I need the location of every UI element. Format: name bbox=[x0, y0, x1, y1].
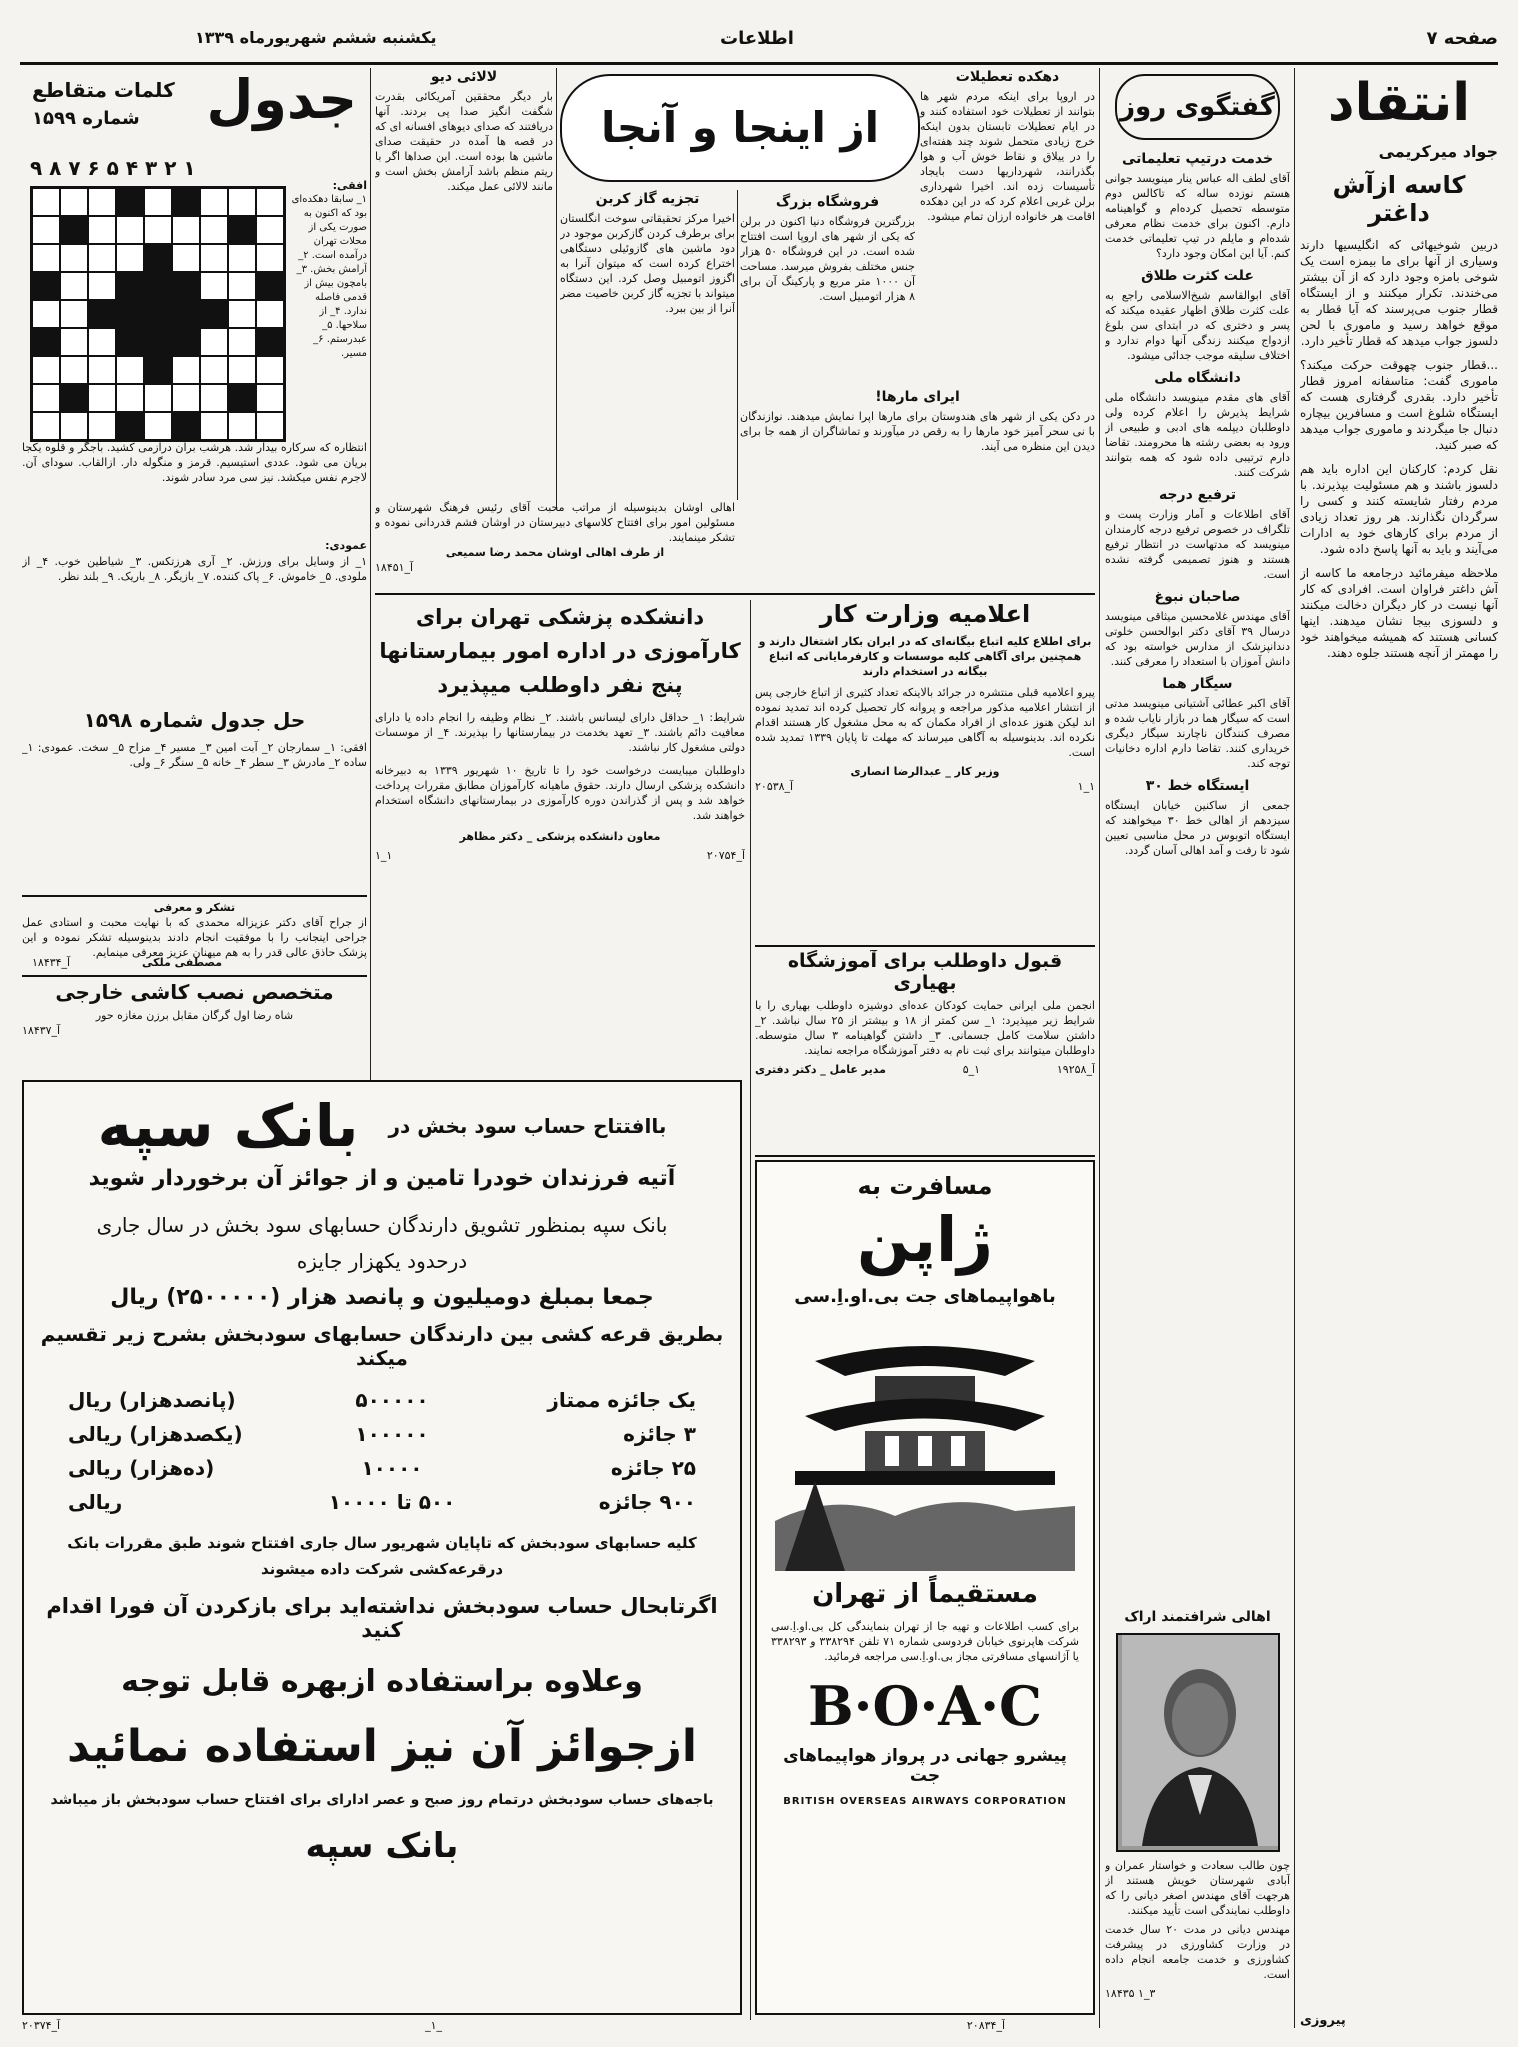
crossword-section bbox=[22, 68, 367, 888]
article-title: دهکده تعطیلات bbox=[955, 69, 1060, 85]
article-body: در اروپا برای اینکه مردم شهر ها بتوانند از تعطیلات خود استفاده کنند و در ایام تعطیلات تابستان بدون اینکه خرج زیادی متحمل شوند چند هفته‌ای را در ییلاق و نقاط خوش آب و هوا بگذرانند، شهرداریها دست بایجاد تأسیسات زده اند. اخیرا شهرداری برلن غربی اعلام کرد که در این دهکده اقامت هر خانواده ارزان تمام میشود. bbox=[920, 90, 1095, 223]
medical-ref2: ۱_۱ bbox=[375, 849, 393, 862]
bank-line-7: اگرتابحال حساب سودبخش نداشته‌اید برای بازکردن آن فورا اقدام کنید bbox=[46, 1594, 718, 1642]
crossword-title: جدول bbox=[206, 68, 357, 131]
author-name: جواد میرکریمی bbox=[1378, 142, 1498, 161]
prize-label: ۹۰۰ جائزه bbox=[598, 1490, 696, 1514]
specialist-title: متخصص نصب کاشی خارجی bbox=[55, 980, 334, 1004]
article-title: لالائی دیو bbox=[430, 69, 498, 85]
candidate-photo bbox=[1116, 1633, 1280, 1852]
candidate-note: مهندس دیانی در مدت ۲۰ سال خدمت در وزارت کشاورزی در پیشرفت کشاورزی و خدمت جامعه انجام داده است. bbox=[1105, 1923, 1290, 1981]
labor-rule bbox=[755, 945, 1095, 947]
prize-amount: ۱۰۰۰۰ bbox=[361, 1456, 423, 1480]
bank-line-5: بطریق قرعه کشی بین دارندگان حسابهای سودبخش بشرح زیر تقسیم میکند bbox=[40, 1322, 724, 1370]
criticism-body-3: نقل کردم: کارکنان این اداره باید هم دلسوز باشند و هم مسئولیت بپذیرند. با مردم رفتار شایسته کنند و کسی را سرگردان نگذارند. هر روز تعداد زیادی از مردم برای کارهای خود به ادارات می‌آیند و باید به آنها پاسخ داده شود. bbox=[1300, 462, 1498, 556]
prize-label: ۲۵ جائزه bbox=[610, 1456, 696, 1480]
prize-words: (پانصدهزار) ریال bbox=[68, 1388, 236, 1412]
labor-ref2: ۱_۱ bbox=[1077, 780, 1095, 793]
crossword-number: شماره ۱۵۹۹ bbox=[32, 108, 140, 129]
snake-opera-article bbox=[740, 388, 1095, 456]
nursing-body: انجمن ملی ایرانی حمایت کودکان عده‌ای دوشیزه داوطلب بهیاری را با شرایط زیر میپذیرد: ۱_ سن کمتر از ۱۸ و بیشتر از ۲۵ سال نباشد. ۲_ داشتن سلامت کامل جسمانی. ۳_ داشتن گواهینامه ۳ سال متوسطه. داوطلبان میتوانند برای ثبت نام به دفتر آموزشگاه مراجعه نمایند. bbox=[755, 999, 1095, 1057]
bank-refs bbox=[22, 2018, 742, 2040]
medical-conditions: شرایط: ۱_ حداقل دارای لیسانس باشند. ۲_ نظام وظیفه را انجام داده یا دارای معافیت دائم باشند. ۳_ تعهد بخدمت در بیمارستانها را بپذیرند. ۴_ از موسسات دولتی مشغول کار نباشند. bbox=[375, 711, 745, 754]
boac-info: برای کسب اطلاعات و تهیه جا از تهران بنمایندگی کل بی.او.اِ.سی شرکت هاپرنوی خیابان فردوسی شماره ۷۱ تلفن ۳۳۸۲۹۴ و ۳۳۸۲۹۳ یا آژانسهای مسافرتی مجاز بی.او.اِ.سی مراجعه فرمائید. bbox=[771, 1620, 1079, 1663]
bank-line-3: درحدود یکهزار جایزه bbox=[296, 1249, 468, 1273]
boac-direct: مستقیماً از تهران bbox=[812, 1579, 1038, 1609]
bank-line-6: کلیه حسابهای سودبخش که تاپایان شهریور سال جاری افتتاح شوند طبق مقررات بانک درقرعه‌کشی شرکت داده میشوند bbox=[67, 1534, 697, 1578]
thanks-body: از جراح آقای دکتر عزیزاله محمدی که با نهایت محبت و استادی عمل جراحی اینجانب را با موفقیت انجام دادند بدینوسیله تشکر نموده و این پزشک حاذق عالی قدر را به هم میهنان عزیز معرفی مینمایم. bbox=[22, 916, 367, 959]
pagoda-icon bbox=[775, 1321, 1075, 1571]
article-body: اخیرا مرکز تحقیقاتی سوخت انگلستان برای برطرف کردن گازکربن موجود در دود ماشین های گازوئیلی دستگاهی اختراع کرده است که میتوان آنرا به اگزوز اتومبیل وصل کرد. این دستگاه میتواند با تجزیه گاز کربن خاصیت مضر آنرا از بین ببرد. bbox=[560, 212, 735, 315]
medical-sign: معاون دانشکده پزشکی _ دکتر مظاهر bbox=[459, 830, 661, 843]
letter-section-7 bbox=[1105, 777, 1290, 858]
prize-amount: ۵۰۰ تا ۱۰۰۰۰ bbox=[328, 1490, 456, 1514]
letter-body: آقای ابوالقاسم شیخ‌الاسلامی راجع به علت کثرت طلاق اظهار عقیده میکند که پسر و دختری که در ابتدای سن بلوغ ازدواج میکنند زندگی آنها دوام ندارد و اختلاف سلیقه موجب جدائی میشود. bbox=[1105, 289, 1290, 362]
labor-ministry-notice bbox=[755, 600, 1095, 940]
thanks-rule bbox=[22, 975, 367, 977]
column-divider-4 bbox=[556, 68, 557, 508]
across-title: افقی: bbox=[332, 179, 367, 192]
labor-title: اعلامیه وزارت کار bbox=[819, 600, 1031, 628]
tile-specialist-ad bbox=[22, 980, 367, 1050]
candidate-title: اهالی شرافتمند اراک bbox=[1124, 1609, 1271, 1625]
prize-label: یک جائزه ممتاز bbox=[547, 1388, 696, 1412]
criticism-column bbox=[1300, 68, 1498, 2028]
crossword-grid bbox=[30, 186, 286, 442]
letter-title: صاحبان نبوغ bbox=[1154, 589, 1241, 605]
section-rule-a bbox=[375, 593, 1095, 595]
bank-line-10: باجه‌های حساب سودبخش درتمام روز صبح و عصر ادارای برای افتتاح حساب سودبخش باز میباشد bbox=[50, 1792, 714, 1808]
bank-name: بانک سپه bbox=[97, 1092, 359, 1160]
thanks-sign: مصطفی ملکی bbox=[142, 956, 223, 969]
medical-ref: آ_۲۰۷۵۴ bbox=[706, 849, 745, 862]
thanks-notice bbox=[22, 900, 367, 970]
letter-section-4 bbox=[1105, 486, 1290, 582]
header-rule bbox=[20, 62, 1498, 65]
prize-row bbox=[68, 1456, 696, 1480]
letter-body: آقای اطلاعات و آمار وزارت پست و تلگراف در خصوص ترفیع درجه کارمندان مینویسد که مدتهاست در انتظار ترفیع هستند و هنوز تصمیمی گرفته نشده است. bbox=[1105, 508, 1290, 581]
boac-lead: مسافرت به bbox=[857, 1172, 993, 1200]
prize-words: (ده‌هزار) ریالی bbox=[68, 1456, 215, 1480]
candidate-caption: چون طالب سعادت و خواستار عمران و آبادی شهرستان خویش هستند از هرجهت آقای مهندس اصغر دیانی را که داوطلب نمایندگی است تأیید میکنند. bbox=[1105, 1859, 1290, 1917]
thanks-ref: آ_۱۸۴۳۴ bbox=[32, 956, 71, 969]
prize-words: (یکصدهزار) ریالی bbox=[68, 1422, 243, 1446]
bank-sign: بانک سپه bbox=[305, 1826, 459, 1866]
prize-words: ریالی bbox=[68, 1490, 123, 1514]
medical-body: داوطلبان میبایست درخواست خود را تا تاریخ ۱۰ شهریور ۱۳۳۹ به دبیرخانه دانشکده پزشکی ارسال دارند. حقوق ماهیانه کارآموزان مطابق مقررات پرداخت خواهد شد و پس از گذراندن دوره کارآموزی در بیمارستانهای دانشگاه استخدام خواهند شد. bbox=[375, 764, 745, 822]
article-body: در دکن یکی از شهر های هندوستان برای مارها اپرا نمایش میدهند. نوازندگان با نی سحر آمیز خود مارها را به رقص در میآورند و تماشاگران از همه جا برای دیدن این منظره می آیند. bbox=[740, 410, 1095, 453]
page-header bbox=[20, 22, 1498, 56]
oshan-notice bbox=[375, 500, 735, 590]
labor-body: پیرو اعلامیه قبلی منتشره در جرائد بالاینکه تعداد کثیری از اتباع خارجی پس از انتشار اعلامیه مذکور مراجعه و پروانه کار تحصیل کرده اند تمدید نموده اند لیکن هنوز عده‌ای از افراد مکمان که به محل مشغول کار هستند اقدام نکرده اند. بدینوسیله به آگاهی میرساند که مهلت تا پایان ۱۳۳۹ تمدید شده است. bbox=[755, 686, 1095, 759]
lullaby-article bbox=[375, 68, 553, 478]
bank-line-8: وعلاوه براستفاده ازبهره قابل توجه bbox=[121, 1664, 643, 1699]
nursing-rule bbox=[755, 1155, 1095, 1157]
medical-refs bbox=[375, 848, 745, 863]
bank-ref: آ_۲۰۳۷۴ bbox=[22, 2019, 61, 2032]
article-title: تجزیه گاز کربن bbox=[595, 191, 700, 207]
portrait-icon bbox=[1122, 1635, 1278, 1846]
candidate-box bbox=[1105, 1608, 1290, 2001]
specialist-body: شاه رضا اول گرگان مقابل برزن مغازه حور bbox=[95, 1009, 294, 1022]
notice-body: اهالی اوشان بدینوسیله از مراتب محبت آقای رئیس فرهنگ شهرستان و مسئولین امور برای افتتاح کلاسهای دبیرستان در اوشان فشم قدردانی نموده و تشکر مینمایند. bbox=[375, 501, 735, 544]
nursing-title: قبول داوطلب برای آموزشگاه بهیاری bbox=[787, 950, 1063, 994]
prize-table bbox=[68, 1388, 696, 1514]
column-divider-2 bbox=[1099, 68, 1100, 2028]
letter-section-2 bbox=[1105, 267, 1290, 363]
article-title: ایرای مارها! bbox=[875, 389, 960, 405]
boac-sub: باهواپیماهای جت بی.او.اِ.سی bbox=[794, 1286, 1056, 1307]
column-divider-6 bbox=[750, 600, 751, 2020]
column-divider-5 bbox=[370, 68, 371, 1118]
daily-talk-masthead: گفتگوی روز bbox=[1115, 74, 1280, 140]
prize-amount: ۱۰۰۰۰۰ bbox=[355, 1422, 429, 1446]
notice-ref: آ_۱۸۴۵۱ bbox=[375, 561, 414, 574]
crossword-subtitle: کلمات متقاطع bbox=[32, 78, 175, 102]
criticism-body-2: ...قطار جنوب چهوقت حرکت میکند؟ ماموری گفت: متاسفانه امروز قطار تأخیر دارد. بقدری گرفتاری هست که ایستگاه شلوغ است و مسافرین بیچاره دنبال جا میگردند و ماموری جواب میدهد که صبر کنید. bbox=[1300, 358, 1498, 452]
down-text: ۱_ از وسایل برای ورزش. ۲_ آری هرزتکس. ۳_ شیاطین خوب. ۴_ از ملودی. ۵_ خاموش. ۶_ پاک کننده. ۷_ بازیگر. ۸_ باریک. ۹_ بلند نظر. bbox=[22, 555, 367, 583]
newspaper-name: اطلاعات bbox=[720, 28, 794, 49]
page-number: صفحه ۷ bbox=[1426, 28, 1498, 49]
daily-talk-column bbox=[1105, 68, 1290, 2028]
bank-line-4: جمعا بمبلغ دومیلیون و پانصد هزار (۲۵۰۰۰۰۰) ریال bbox=[110, 1285, 654, 1310]
article-title: فروشگاه بزرگ bbox=[775, 194, 880, 210]
criticism-headline: کاسه ازآش داغتر bbox=[1332, 171, 1466, 227]
bank-ref2: _۱_ bbox=[425, 2019, 442, 2032]
crossword-body: انتظاره که سرکاره بیدار شد. هرشب بران درازمی کشید. باجگر و قلوه یکجا بریان می شود. عددی استیسیم. قرمز و منگوله دار. ازالقاب. سودای آن. لاجرم نفس میکشد. نیز سی مرد سادر شوند. bbox=[22, 441, 367, 484]
boac-company: BRITISH OVERSEAS AIRWAYS CORPORATION bbox=[783, 1796, 1067, 1807]
criticism-masthead: انتقاد bbox=[1327, 73, 1471, 133]
article-body: بار دیگر محققین آمریکائی بقدرت شگفت انگیز صدا پی بردند. آنها دریافتند که صدای دیوهای افسانه ای که در قصه ها آمده در حقیقت صدای ماشین ها بوده است. این صداها اگر با ریتم منظم باشد آرامش بخش است و مانند لالائی عمل میکند. bbox=[375, 90, 553, 193]
criticism-body-4: ملاحظه میفرمائید درجامعه ما کاسه از آش داغتر فراوان است. افرادی که کار آنها نیست در کار دیگران دخالت میکنند و دلسوزی بیجا نشان میدهند. اینها کسانی هستند که همیشه میخواهند خود را مهمتر از آنچه هستند جلوه دهند. bbox=[1300, 566, 1498, 660]
nursing-footer bbox=[755, 1062, 1095, 1077]
pagoda-illustration bbox=[775, 1321, 1075, 1571]
boac-logo: B·O·A·C bbox=[808, 1674, 1042, 1738]
carbon-gas-article bbox=[560, 190, 735, 460]
nursing-ref2: ۱_۵ bbox=[962, 1063, 981, 1076]
prize-row bbox=[68, 1490, 696, 1514]
crossword-col-numbers: ۹ ۸ ۷ ۶ ۵ ۴ ۳ ۲ ۱ bbox=[30, 156, 196, 180]
criticism-footer: پیروزی bbox=[1300, 2013, 1346, 2028]
across-text: ۱_ سابقا دهکده‌ای بود که اکنون به صورت یکی از محلات تهران درآمده است. ۲_ آرامش بخش. ۳_ بامچون بیش از قدمی فاصله ندارد. ۴_ از سلاحها. ۵_ عبدرستم. ۶_ مسیر. bbox=[291, 194, 367, 359]
column-divider-1 bbox=[1294, 68, 1295, 2028]
medical-title: دانشکده پزشکی تهران برای کارآموزی در اداره امور بیمارستانها پنج نفر داوطلب میپذیرد bbox=[379, 605, 741, 697]
letter-section-1 bbox=[1105, 150, 1290, 261]
solution-title: حل جدول شماره ۱۵۹۸ bbox=[83, 708, 306, 732]
here-there-banner bbox=[560, 74, 920, 182]
nursing-ref: آ_۱۹۲۵۸ bbox=[1056, 1063, 1095, 1076]
crossword-rule bbox=[22, 895, 367, 897]
letter-body: آقای لطف اله عباس ینار مینویسد جوانی هستم نوزده ساله که تاکالس دوم متوسطه تحصیل کرده‌ام و گواهینامه دارم. اکنون برای خدمت نظام معرفی شده‌ام و مایلم در تیپ تعلیماتی خدمت کنم. آیا این امکان وجود دارد؟ bbox=[1105, 172, 1290, 260]
letter-section-3 bbox=[1105, 369, 1290, 480]
boac-ref: آ_۲۰۸۳۴ bbox=[966, 2019, 1005, 2032]
prize-row bbox=[68, 1388, 696, 1412]
big-store-article bbox=[740, 193, 915, 306]
letter-section-5 bbox=[1105, 588, 1290, 669]
notice-sign: از طرف اهالی اوشان محمد رضا سمیعی bbox=[445, 546, 665, 559]
letter-title: خدمت درتیپ تعلیماتی bbox=[1121, 151, 1274, 167]
letter-body: جمعی از ساکنین خیابان ایستگاه سیزدهم از اهالی خط ۳۰ میخواهند که ایستگاه اتوبوس در محل مناسبی تعیین شود تا رفت و آمد اهالی آسان گردد. bbox=[1105, 799, 1290, 857]
candidate-ref: ۳_۱ ۱۸۴۳۵ bbox=[1105, 1987, 1156, 2000]
criticism-body-1: دربین شوخیهائی که انگلیسیها دارند وسیاری از آنها برای ما بیمزه است یک شوخی بامزه وجود دارد که از آن بیشتر می‌خندند. تکرار میکنند و از ایستگاه قطار جنوب می‌پرسند که آیا قطار به موقع خواهد رسید و ماموری با لحن دلسوز جواب میدهد که قطار تأخیر دارد. bbox=[1300, 238, 1498, 348]
solution-text: افقی: ۱_ سمارجان ۲_ آبت امین ۳_ مسیر ۴_ مزاح ۵_ سخت. عمودی: ۱_ ساده ۲_ مادرش ۳_ سطر ۴_ خانه ۵_ سنگر ۶_ ولی. bbox=[22, 741, 367, 769]
letter-title: سیگار هما bbox=[1162, 676, 1233, 692]
labor-ref: آ_۲۰۵۳۸ bbox=[755, 780, 794, 793]
nursing-sign: مدیر عامل _ دکتر دفتری bbox=[755, 1063, 886, 1076]
bank-sepah-ad bbox=[22, 1080, 742, 2015]
bank-line-2: بانک سپه بمنظور تشویق دارندگان حسابهای سود بخش در سال جاری bbox=[96, 1213, 668, 1237]
labor-refs bbox=[755, 779, 1095, 794]
holiday-village-article bbox=[920, 68, 1095, 226]
letter-body: آقای مهندس غلامحسین میثاقی مینویسد درسال ۳۹ آقای دکتر ابوالحسن خلوتی دندانپزشک از مدارس خواسته بود که دانش آموزان با استعداد را معرفی کنند. bbox=[1105, 610, 1290, 668]
bank-lead: باافتتاح حساب سود بخش در bbox=[388, 1114, 667, 1138]
article-body: بزرگترین فروشگاه دنیا اکنون در برلن که یکی از شهر های اروپا است افتتاح شده است. در این فروشگاه ۵۰ هزار جنس مختلف بفروش میرسد. مساحت آن ۱۰۰۰ متر مربع و پارکینگ آن برای ۸ هزار اتومبیل است. bbox=[740, 215, 915, 303]
letter-body: آقای اکبر عطائی آشتیانی مینویسد مدتی است که سیگار هما در بازار نایاب شده و مصرف کنندگان ناچارند سیگار دیگری خریداری کنند. تقاضا دارم اداره دخانیات توجه کند. bbox=[1105, 697, 1290, 770]
column-divider-3 bbox=[737, 190, 738, 500]
down-title: عمودی: bbox=[325, 539, 367, 552]
letter-title: ترفیع درجه bbox=[1158, 487, 1237, 503]
labor-lead: برای اطلاع کلیه اتباع بیگانه‌ای که در ایران بکار اشتغال دارند و همچنین برای آگاهی کلیه موسسات و کارفرمایانی که اتباع بیگانه در استخدام دارند bbox=[758, 635, 1092, 678]
medical-school-notice bbox=[375, 600, 745, 1050]
issue-date: یکشنبه ششم شهریورماه ۱۳۳۹ bbox=[195, 28, 437, 47]
letter-body: آقای های مقدم مینویسد دانشگاه ملی شرایط پذیرش را اعلام کرده ولی داوطلبان دیپلمه های ادبی و طبیعی از ورود به بعضی رشته ها محرومند. تقاضا دارم ترتیبی داده شود که همه بتوانند شرکت کنند. bbox=[1105, 391, 1290, 479]
thanks-title: تشکر و معرفی bbox=[153, 901, 236, 914]
crossword-across-clues bbox=[289, 178, 367, 361]
labor-sign: وزیر کار _ عبدالرضا انصاری bbox=[850, 765, 1000, 778]
prize-label: ۳ جائزه bbox=[623, 1422, 696, 1446]
boac-tagline: پیشرو جهانی در پرواز هواپیماهای جت bbox=[783, 1746, 1067, 1786]
nursing-school-notice bbox=[755, 950, 1095, 1150]
prize-amount: ۵۰۰۰۰۰ bbox=[355, 1388, 429, 1412]
bank-header bbox=[38, 1092, 726, 1160]
specialist-ref: آ_۱۸۴۳۷ bbox=[22, 1024, 61, 1037]
banner-text: از اینجا و آنجا bbox=[600, 103, 880, 152]
letter-title: دانشگاه ملی bbox=[1154, 370, 1241, 386]
letter-title: علت کثرت طلاق bbox=[1141, 268, 1254, 284]
prize-row bbox=[68, 1422, 696, 1446]
boac-ad bbox=[755, 1160, 1095, 2015]
bank-line-9: ازجوائز آن نیز استفاده نمائید bbox=[67, 1721, 697, 1772]
letter-section-6 bbox=[1105, 675, 1290, 771]
bank-line-1: آتیه فرزندان خودرا تامین و از جوائز آن برخوردار شوید bbox=[88, 1166, 676, 1191]
letter-title: ایستگاه خط ۳۰ bbox=[1145, 778, 1250, 794]
boac-country: ژاپن bbox=[856, 1203, 994, 1276]
